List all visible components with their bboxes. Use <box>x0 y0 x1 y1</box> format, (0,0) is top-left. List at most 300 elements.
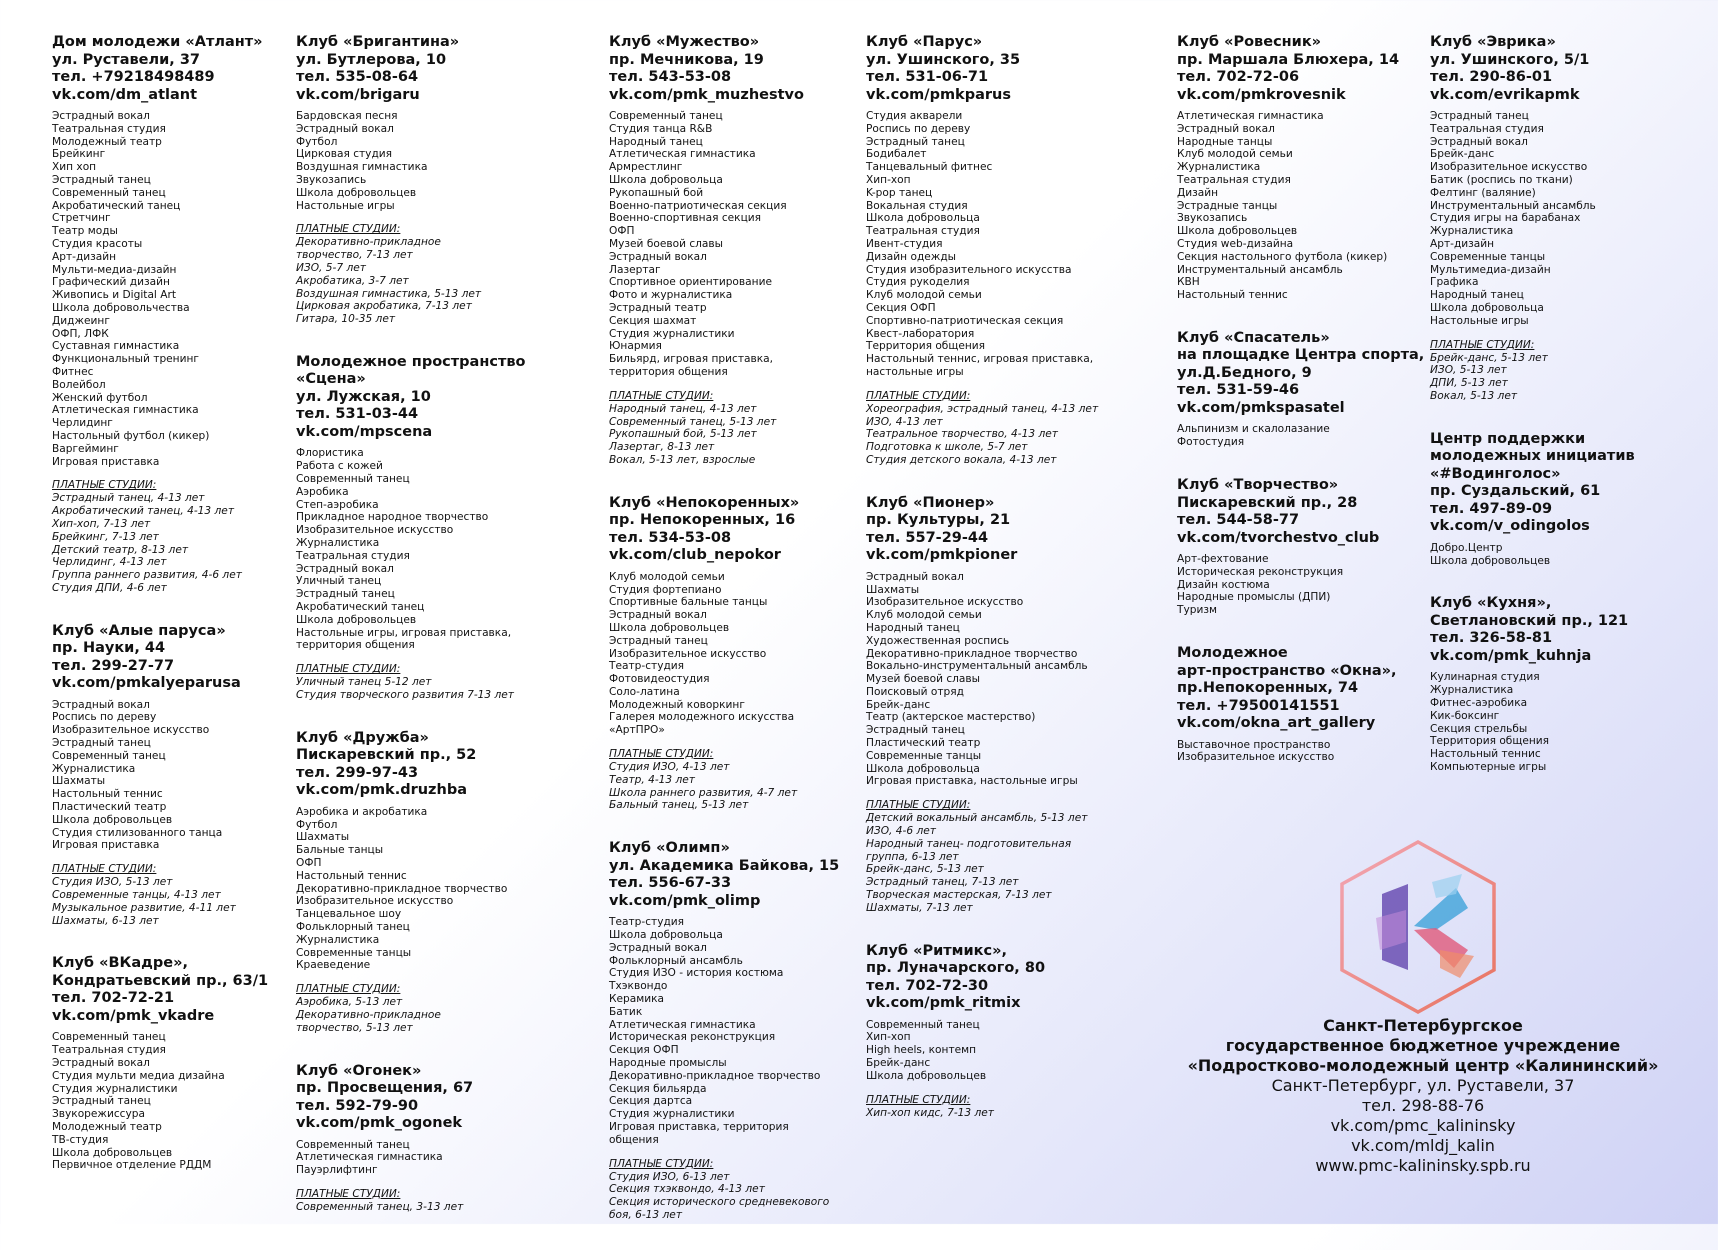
activity-item: Фольклорный танец <box>296 920 410 933</box>
activity-item: Настольный теннис <box>1177 289 1288 302</box>
paid-studios-label: ПЛАТНЫЕ СТУДИИ: <box>52 863 157 876</box>
activity-item: Студия стилизованного танца <box>52 826 223 839</box>
activity-item: Настольные игры <box>296 199 395 212</box>
activity-list <box>609 916 839 1146</box>
club-phone: тел. 535-08-64 <box>296 69 419 85</box>
club-phone: тел. 702-72-21 <box>52 990 175 1007</box>
activity-item: Декоративно-прикладное творчество <box>609 1069 821 1082</box>
paid-studios <box>609 748 839 812</box>
activity-item: Работа с кожей <box>296 460 383 473</box>
activity-item: Бодибалет <box>866 148 927 161</box>
activity-item: Школа добровольчества <box>52 301 190 314</box>
activity-item: Эстрадный вокал <box>296 122 394 135</box>
club-phone: тел. 497-89-09 <box>1430 500 1553 517</box>
activity-item: Изобразительное искусство <box>52 724 210 737</box>
club-vk-link[interactable]: vk.com/pmk.druzhba <box>296 782 467 799</box>
activity-item: Театральная студия <box>296 549 410 562</box>
club-block <box>866 495 1098 915</box>
activity-item: Арт-дизайн <box>52 250 117 263</box>
activity-item: Фотовидеостудия <box>609 673 710 686</box>
club-vk-link[interactable]: vk.com/v_odingolos <box>1430 518 1590 535</box>
activity-item: Шахматы <box>866 583 920 596</box>
paid-studio-item: Современный танец, 3-13 лет <box>296 1200 464 1213</box>
club-address: пр. Мечникова, 19 <box>609 51 764 68</box>
paid-studio-item: Черлидинг, 4-13 лет <box>52 556 167 569</box>
paid-studio-item: ИЗО, 5-7 лет <box>296 261 366 274</box>
activity-item: Инструментальный ансамбль <box>1177 263 1343 276</box>
activity-item: Настольный теннис <box>1430 748 1541 761</box>
paid-studios-label: ПЛАТНЫЕ СТУДИИ: <box>52 479 157 492</box>
column-4 <box>866 34 1098 1147</box>
activity-item: Цирковая студия <box>296 148 393 161</box>
paid-studios <box>866 1094 1098 1120</box>
paid-studio-item: Вокал, 5-13 лет, взрослые <box>609 453 756 466</box>
activity-item: Брейк-данс <box>1430 148 1495 161</box>
activity-item: Эстрадный танец <box>866 724 965 737</box>
activity-item: Флористика <box>296 447 364 460</box>
activity-item: Эстрадный вокал <box>609 941 707 954</box>
activity-item: Арт-дизайн <box>1430 237 1495 250</box>
club-phone: тел. 299-97-43 <box>296 764 419 781</box>
activity-item: Фотостудия <box>1177 436 1245 449</box>
activity-item: территория общения <box>296 639 415 652</box>
activity-item: Военно-патриотическая секция <box>609 199 787 212</box>
club-phone: тел. 299-27-77 <box>52 657 175 674</box>
activity-item: Музей боевой славы <box>609 237 724 250</box>
activity-list <box>52 1031 268 1172</box>
activity-item: Пластический театр <box>52 801 167 814</box>
paid-studio-item: Уличный танец 5-12 лет <box>296 676 432 689</box>
club-vk-link[interactable]: vk.com/okna_art_gallery <box>1177 715 1376 732</box>
club-block <box>296 34 526 326</box>
activity-item: Секция шахмат <box>609 314 697 327</box>
activity-item: Школа добровольцев <box>52 813 173 826</box>
club-title: Центр поддержки молодежных инициатив «#Водинголос» <box>1430 430 1635 482</box>
paid-studio-item: Театральное творчество, 4-13 лет <box>866 428 1058 441</box>
activity-item: Театр (актерское мастерство) <box>866 711 1036 724</box>
activity-item: Фитнес-аэробика <box>1430 696 1528 709</box>
activity-item: Историческая реконструкция <box>609 1031 776 1044</box>
activity-list <box>296 806 526 972</box>
activity-item: Народные танцы <box>1177 135 1273 148</box>
paid-studio-item: ИЗО, 4-13 лет <box>866 415 943 428</box>
activity-item: «АртПРО» <box>609 724 665 737</box>
club-vk-link[interactable]: vk.com/pmk_olimp <box>609 892 761 909</box>
activity-item: Хип-хоп <box>866 173 911 186</box>
activity-item: Эстрадный театр <box>609 301 707 314</box>
paid-studio-item: Рукопашный бой, 5-13 лет <box>609 428 757 441</box>
activity-item: Степ-аэробика <box>296 498 379 511</box>
club-address: ул.Д.Бедного, 9 <box>1177 364 1312 381</box>
activity-item: Секция стрельбы <box>1430 722 1528 735</box>
club-vk-link[interactable]: vk.com/pmk_ogonek <box>296 1115 463 1132</box>
activity-list <box>296 110 526 212</box>
activity-item: Игровая приставка, территория <box>609 1121 789 1134</box>
activity-item: Эстрадный танец <box>52 737 151 750</box>
activity-item: Атлетическая гимнастика <box>1177 110 1324 122</box>
activity-item: Эстрадный вокал <box>52 110 150 122</box>
paid-studio-item: Хореография, эстрадный танец, 4-13 лет <box>866 402 1099 415</box>
activity-item: Пауэрлифтинг <box>296 1164 378 1177</box>
activity-item: Современный танец <box>52 749 166 762</box>
club-phone: тел. 534-53-08 <box>609 529 732 546</box>
activity-item: Эстрадный вокал <box>296 562 394 575</box>
club-phone: тел. +79500141551 <box>1177 697 1340 714</box>
paid-studios <box>296 663 526 702</box>
activity-list <box>1177 110 1424 302</box>
activity-item: Добро.Центр <box>1430 541 1503 554</box>
org-name-line: Санкт-Петербургское <box>1323 1016 1523 1035</box>
paid-studio-item: Театр, 4-13 лет <box>609 773 695 786</box>
activity-item: Воздушная гимнастика <box>296 161 428 174</box>
activity-item: Современный танец <box>296 1138 410 1151</box>
paid-studio-item: Шахматы, 6-13 лет <box>52 914 159 927</box>
club-vk-link[interactable]: vk.com/club_nepokor <box>609 547 781 564</box>
paid-studios-label: ПЛАТНЫЕ СТУДИИ: <box>609 748 714 761</box>
club-vk-link[interactable]: vk.com/pmk_kuhnja <box>1430 647 1592 664</box>
activity-item: Студия мульти медиа дизайна <box>52 1069 225 1082</box>
activity-item: Территория общения <box>1430 735 1550 748</box>
club-address: пр. Непокоренных, 16 <box>609 512 796 529</box>
paid-studio-item: Секция исторического средневекового <box>609 1196 830 1209</box>
activity-item: Студия журналистики <box>609 1108 735 1121</box>
activity-item: Альпинизм и скалолазание <box>1177 423 1330 436</box>
paid-studios <box>52 863 268 927</box>
activity-item: Клуб молодой семьи <box>866 609 982 622</box>
activity-list <box>1430 671 1635 773</box>
paid-studio-item: Декоративно-прикладное <box>296 236 441 249</box>
activity-item: Клуб молодой семьи <box>609 570 725 583</box>
paid-studio-item: Брейк-данс, 5-13 лет <box>866 863 984 876</box>
activity-item: Школа добровольца <box>609 173 723 186</box>
activity-list <box>296 447 526 652</box>
club-vk-link[interactable]: vk.com/pmkalyeparusa <box>52 675 241 692</box>
club-vk-link[interactable]: vk.com/pmkrovesnik <box>1177 86 1346 103</box>
activity-item: Изобразительное искусство <box>866 596 1024 609</box>
activity-item: Спортивные бальные танцы <box>609 596 768 609</box>
activity-item: Студия танца R&B <box>609 122 713 135</box>
activity-item: Эстрадный вокал <box>1430 135 1528 148</box>
hexagon-k-logo-icon <box>1336 838 1500 1016</box>
org-name-line: «Подростково-молодежный центр «Калининский» <box>1187 1056 1659 1075</box>
org-vk-link[interactable]: vk.com/pmc_kalininsky <box>1330 1116 1516 1135</box>
activity-item: Спортивно-патриотическая секция <box>866 314 1064 327</box>
paid-studio-item: Брейк-данс, 5-13 лет <box>1430 351 1548 364</box>
activity-item: Студия изобразительного искусства <box>866 263 1072 276</box>
paid-studios-label: ПЛАТНЫЕ СТУДИИ: <box>866 1093 971 1106</box>
column-3 <box>609 34 839 1250</box>
paid-studios-label: ПЛАТНЫЕ СТУДИИ: <box>866 389 971 402</box>
activity-item: КВН <box>1177 276 1200 289</box>
activity-item: Выставочное пространство <box>1177 738 1331 751</box>
activity-item: Секция ОФП <box>609 1044 679 1057</box>
club-phone: тел. 556-67-33 <box>609 875 732 892</box>
club-address: пр.Непокоренных, 74 <box>1177 680 1359 697</box>
activity-item: ОФП, ЛФК <box>52 327 109 340</box>
activity-item: Шахматы <box>296 831 350 844</box>
activity-item: Молодежный коворкинг <box>609 698 745 711</box>
paid-studio-item: Студия творческого развития 7-13 лет <box>296 689 514 701</box>
paid-studio-item: ИЗО, 4-6 лет <box>866 825 936 838</box>
paid-studio-item: Декоративно-прикладное <box>296 1008 441 1021</box>
club-address: ул. Ушинского, 35 <box>866 51 1021 68</box>
activity-list <box>1430 542 1635 568</box>
activity-item: Аэробика и акробатика <box>296 805 428 818</box>
paid-studio-item: Студия детского вокала, 4-13 лет <box>866 453 1057 466</box>
club-phone: тел. 531-59-46 <box>1177 382 1300 399</box>
club-block <box>1430 34 1635 403</box>
activity-item: Инструментальный ансамбль <box>1430 199 1596 212</box>
activity-item: Эстрадный танец <box>866 135 965 148</box>
activity-item: Дизайн костюма <box>1177 578 1270 591</box>
activity-item: Бильярд, игровая приставка, <box>609 353 773 366</box>
paid-studio-item: Школа раннего развития, 4-7 лет <box>609 786 798 799</box>
activity-item: Акробатический танец <box>52 199 181 212</box>
activity-item: Современный танец <box>296 473 410 486</box>
activity-item: Варгейминг <box>52 442 119 455</box>
paid-studio-item: Современные танцы, 4-13 лет <box>52 889 221 902</box>
activity-item: Атлетическая гимнастика <box>296 1151 443 1164</box>
paid-studios-label: ПЛАТНЫЕ СТУДИИ: <box>609 1157 714 1170</box>
activity-item: Батик (роспись по ткани) <box>1430 173 1573 186</box>
paid-studio-item: творчество, 5-13 лет <box>296 1021 413 1034</box>
activity-item: Эстрадный танец <box>1430 110 1529 122</box>
activity-item: Школа добровольцев <box>609 621 730 634</box>
activity-item: Школа добровольцев <box>866 1069 987 1082</box>
club-vk-link[interactable]: vk.com/pmkparus <box>866 86 1011 103</box>
activity-item: ОФП <box>296 856 322 869</box>
activity-item: Прикладное народное творчество <box>296 511 489 524</box>
activity-item: Изобразительное искусство <box>609 647 767 660</box>
activity-item: Военно-спортивная секция <box>609 212 762 225</box>
activity-item: Театр-студия <box>609 660 685 673</box>
activity-item: Дизайн <box>1177 186 1219 199</box>
activity-item: Школа добровольцев <box>52 1146 173 1159</box>
club-vk-link[interactable]: vk.com/pmkpioner <box>866 547 1018 564</box>
paid-studio-item: Вокал, 5-13 лет <box>1430 389 1518 402</box>
activity-item: Современный танец <box>609 110 723 122</box>
club-phone: тел. +79218498489 <box>52 69 215 85</box>
activity-item: Школа добровольца <box>1430 301 1544 314</box>
activity-item: Графический дизайн <box>52 276 170 289</box>
activity-item: Туризм <box>1177 604 1217 617</box>
club-phone: тел. 531-03-44 <box>296 406 419 423</box>
club-title: Клуб «Парус» <box>866 34 983 50</box>
activity-item: Ивент-студия <box>866 237 943 250</box>
club-vk-link[interactable]: vk.com/evrikapmk <box>1430 86 1580 103</box>
club-block <box>609 34 839 467</box>
paid-studio-item: группа, 6-13 лет <box>866 850 959 863</box>
club-phone: тел. 326-58-81 <box>1430 630 1553 647</box>
paid-studio-item: Группа раннего развития, 4-6 лет <box>52 569 242 582</box>
activity-item: Молодежный театр <box>52 135 162 148</box>
club-title: Клуб «Ритмикс», <box>866 942 1007 959</box>
club-vk-link[interactable]: vk.com/dm_atlant <box>52 86 198 103</box>
club-address: ул. Ушинского, 5/1 <box>1430 51 1590 68</box>
activity-item: Рукопашный бой <box>609 186 704 199</box>
club-vk-link[interactable]: vk.com/brigaru <box>296 86 420 103</box>
activity-item: Первичное отделение РДДМ <box>52 1159 212 1172</box>
paid-studios <box>1430 339 1635 403</box>
activity-item: Театральная студия <box>52 1044 166 1057</box>
club-address: пр. Маршала Блюхера, 14 <box>1177 51 1400 68</box>
paid-studio-item: Бальный танец, 5-13 лет <box>609 799 749 812</box>
activity-item: Атлетическая гимнастика <box>609 1018 756 1031</box>
activity-item: Игровая приставка <box>52 455 160 468</box>
activity-item: Игровая приставка, настольные игры <box>866 775 1078 788</box>
activity-item: Звукозапись <box>296 173 367 186</box>
club-phone: тел. 557-29-44 <box>866 529 989 546</box>
activity-item: Армрестлинг <box>609 161 683 174</box>
activity-item: Секция дартса <box>609 1095 693 1108</box>
club-address: пр. Просвещения, 67 <box>296 1080 474 1097</box>
activity-item: Журналистика <box>1177 161 1261 174</box>
activity-item: ТВ-студия <box>52 1133 109 1146</box>
activity-item: Брейк-данс <box>866 698 931 711</box>
activity-item: Хип-хоп <box>866 1031 911 1044</box>
activity-list <box>1430 110 1635 328</box>
activity-item: Студия красоты <box>52 237 143 250</box>
activity-item: Вокально-инструментальный ансамбль <box>866 660 1088 673</box>
club-block <box>52 34 268 595</box>
club-address: пр. Культуры, 21 <box>866 512 1011 529</box>
paid-studio-item: Студия ДПИ, 4-6 лет <box>52 581 167 594</box>
activity-item: Футбол <box>296 818 338 831</box>
paid-studio-item: Гитара, 10-35 лет <box>296 313 396 326</box>
activity-item: Атлетическая гимнастика <box>609 148 756 161</box>
paid-studio-item: Народный танец, 4-13 лет <box>609 402 757 415</box>
paid-studio-item: Воздушная гимнастика, 5-13 лет <box>296 287 482 300</box>
paid-studio-item: Народный танец- подготовительная <box>866 837 1072 850</box>
paid-studios <box>296 223 526 326</box>
activity-item: Мульти-медиа-дизайн <box>52 263 177 276</box>
club-vk-link[interactable]: vk.com/pmk_muzhestvo <box>609 86 804 103</box>
club-block <box>1177 477 1424 617</box>
activity-item: Декоративно-прикладное творчество <box>866 647 1078 660</box>
activity-item: общения <box>609 1133 659 1146</box>
activity-item: Настольные игры <box>1430 314 1529 327</box>
column-2 <box>296 34 526 1242</box>
paid-studio-item: Творческая мастерская, 7-13 лет <box>866 889 1052 902</box>
club-vk-link[interactable]: vk.com/pmkspasatel <box>1177 399 1345 416</box>
activity-item: Современные танцы <box>866 749 982 762</box>
paid-studio-item: Хип-хоп кидс, 7-13 лет <box>866 1106 994 1119</box>
club-vk-link[interactable]: vk.com/mpscena <box>296 423 433 440</box>
paid-studio-item: Акробатика, 3-7 лет <box>296 274 409 287</box>
activity-item: Графика <box>1430 276 1479 289</box>
paid-studio-item: Детский театр, 8-13 лет <box>52 543 189 556</box>
club-block <box>1177 645 1424 764</box>
club-vk-link[interactable]: vk.com/tvorchestvo_club <box>1177 529 1380 546</box>
activity-list <box>866 1019 1098 1083</box>
paid-studio-item: ДПИ, 5-13 лет <box>1430 377 1508 390</box>
activity-item: Фелтинг (валяние) <box>1430 186 1536 199</box>
activity-item: Изобразительное искусство <box>296 524 454 537</box>
club-block <box>296 1063 526 1214</box>
activity-list <box>1177 423 1424 449</box>
activity-item: Диджеинг <box>52 314 110 327</box>
paid-studios-label: ПЛАТНЫЕ СТУДИИ: <box>1430 338 1535 351</box>
activity-item: Поисковый отряд <box>866 685 964 698</box>
activity-item: Молодежный театр <box>52 1121 162 1134</box>
activity-item: Фото и журналистика <box>609 289 733 302</box>
club-address: ул. Академика Байкова, 15 <box>609 857 840 874</box>
activity-item: Эстрадный вокал <box>609 609 707 622</box>
club-title: Клуб «Дружба» <box>296 729 429 746</box>
activity-item: Эстрадный вокал <box>609 250 707 263</box>
activity-item: Историческая реконструкция <box>1177 565 1344 578</box>
club-title: Клуб «Бригантина» <box>296 34 460 50</box>
paid-studios <box>52 479 268 594</box>
activity-item: Бальные танцы <box>296 844 384 857</box>
club-block <box>1430 595 1635 773</box>
activity-item: Студия игры на барабанах <box>1430 212 1581 225</box>
club-title: Клуб «Ровесник» <box>1177 34 1322 50</box>
activity-item: Аэробика <box>296 485 349 498</box>
org-name-line: государственное бюджетное учреждение <box>1225 1036 1621 1055</box>
activity-item: Журналистика <box>296 537 380 550</box>
club-block <box>609 840 839 1222</box>
activity-item: Эстрадный вокал <box>1177 122 1275 135</box>
activity-item: Суставная гимнастика <box>52 340 180 353</box>
paid-studio-item: Аэробика, 5-13 лет <box>296 996 403 1009</box>
activity-item: Фитнес <box>52 365 94 378</box>
club-block <box>1430 431 1635 568</box>
activity-item: Современный танец <box>52 186 166 199</box>
club-title: Клуб «Пионер» <box>866 494 995 511</box>
activity-item: Настольный теннис <box>296 869 407 882</box>
org-website-link[interactable]: www.pmc-kalininsky.spb.ru <box>1315 1156 1531 1175</box>
activity-item: Студия журналистики <box>52 1082 178 1095</box>
activity-item: Народные промыслы (ДПИ) <box>1177 591 1331 604</box>
club-block <box>1177 34 1424 302</box>
activity-item: Народный танец <box>609 135 703 148</box>
activity-item: Акробатический танец <box>296 601 425 614</box>
activity-item: настольные игры <box>866 365 964 378</box>
activity-item: Эстрадный вокал <box>52 1057 150 1070</box>
club-phone: тел. 531-06-71 <box>866 69 989 85</box>
activity-item: Звукозапись <box>1177 212 1248 225</box>
club-vk-link[interactable]: vk.com/pmk_vkadre <box>52 1007 215 1024</box>
club-block <box>866 34 1098 467</box>
activity-item: Юнармия <box>609 340 662 353</box>
activity-item: Секция настольного футбола (кикер) <box>1177 250 1388 263</box>
paid-studio-item: Студия ИЗО, 4-13 лет <box>609 761 730 774</box>
club-block <box>52 623 268 928</box>
activity-item: Вокальная студия <box>866 199 968 212</box>
org-vk-link[interactable]: vk.com/mldj_kalin <box>1351 1136 1495 1155</box>
club-title: Клуб «Кухня», Светлановский пр., 121 <box>1430 595 1629 629</box>
activity-item: Школа добровольцев <box>1177 225 1298 238</box>
activity-item: Студия журналистики <box>609 327 735 340</box>
activity-item: Арт-фехтование <box>1177 553 1269 566</box>
paid-studio-item: Хип-хоп, 7-13 лет <box>52 517 151 530</box>
activity-item: Эстрадный танец <box>296 588 395 601</box>
paid-studio-item: Лазертаг, 8-13 лет <box>609 441 715 454</box>
paid-studio-item: Эстрадный танец, 4-13 лет <box>52 492 205 505</box>
paid-studio-item: Акробатический танец, 4-13 лет <box>52 505 234 518</box>
activity-item: Журналистика <box>1430 684 1514 697</box>
club-vk-link[interactable]: vk.com/pmk_ritmix <box>866 995 1021 1012</box>
activity-item: Керамика <box>609 993 665 1006</box>
club-title: Клуб «Эврика» <box>1430 34 1556 50</box>
paid-studio-item: Детский вокальный ансамбль, 5-13 лет <box>866 812 1088 825</box>
club-title: Клуб «ВКадре», <box>52 955 188 972</box>
activity-item: High heels, контемп <box>866 1044 977 1057</box>
paid-studios <box>609 390 839 467</box>
activity-item: Пластический театр <box>866 737 981 750</box>
club-address: пр. Науки, 44 <box>52 640 166 657</box>
